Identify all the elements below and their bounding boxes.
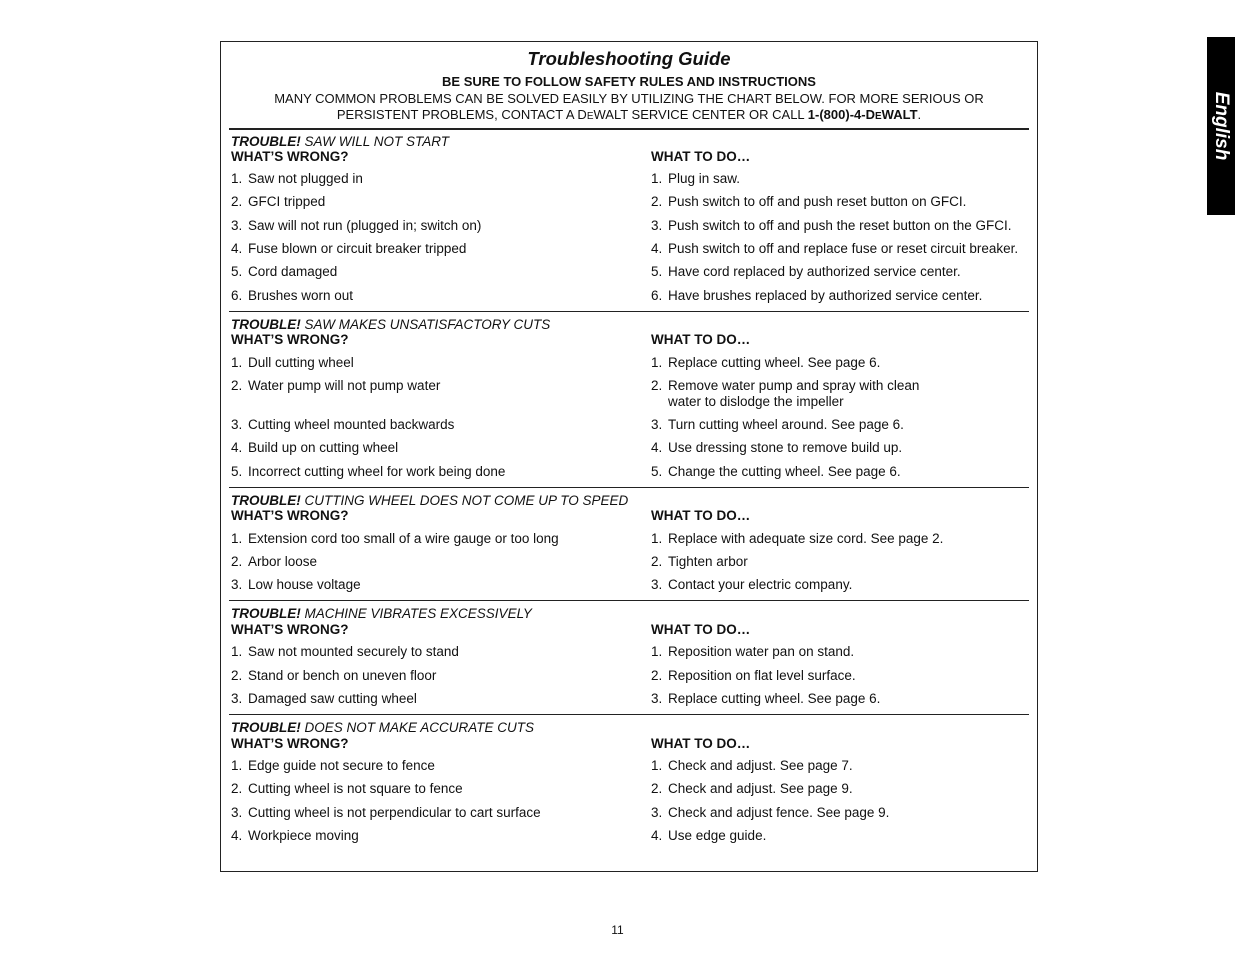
what-to-do-header: WHAT TO DO…	[651, 332, 751, 347]
remedy-item: 4. Use edge guide.	[651, 828, 767, 843]
remedy-item: 4. Push switch to off and replace fuse or reset circuit breaker.	[651, 241, 1019, 256]
section-divider	[229, 714, 1029, 715]
remedy-item: 5. Have cord replaced by authorized service center.	[651, 264, 961, 279]
cause-item: 5. Incorrect cutting wheel for work being done	[231, 464, 506, 479]
intro-text	[221, 91, 1037, 124]
cause-item: 3. Damaged saw cutting wheel	[231, 691, 417, 706]
what-to-do-header: WHAT TO DO…	[651, 149, 751, 164]
remedy-item: 3. Turn cutting wheel around. See page 6.	[651, 417, 904, 432]
remedy-item: 2. Tighten arbor	[651, 554, 748, 569]
whats-wrong-header: WHAT’S WRONG?	[231, 736, 349, 751]
cause-item: 3. Low house voltage	[231, 577, 361, 592]
what-to-do-header: WHAT TO DO…	[651, 622, 751, 637]
whats-wrong-header: WHAT’S WRONG?	[231, 149, 349, 164]
language-tab	[1207, 37, 1235, 215]
remedy-item: 5. Change the cutting wheel. See page 6.	[651, 464, 901, 479]
service-phone: 1-(800)-4-DEWALT	[807, 106, 918, 122]
safety-heading: BE SURE TO FOLLOW SAFETY RULES AND INSTRUCTIONS	[442, 74, 816, 89]
intro-line-1: MANY COMMON PROBLEMS CAN BE SOLVED EASILY BY UTILIZING THE CHART BELOW. FOR MORE SERIOUS OR	[274, 91, 984, 106]
trouble-heading: TROUBLE! SAW MAKES UNSATISFACTORY CUTS	[231, 317, 551, 332]
whats-wrong-header: WHAT’S WRONG?	[231, 622, 349, 637]
remedy-item: 3. Check and adjust fence. See page 9.	[651, 805, 890, 820]
whats-wrong-header: WHAT’S WRONG?	[231, 332, 349, 347]
what-to-do-header: WHAT TO DO…	[651, 508, 751, 523]
cause-item: 2. GFCI tripped	[231, 194, 326, 209]
remedy-item: 1. Reposition water pan on stand.	[651, 644, 855, 659]
cause-item: 3. Cutting wheel is not perpendicular to cart surface	[231, 805, 541, 820]
intro-line-2: PERSISTENT PROBLEMS, CONTACT A DEWALT SERVICE CENTER OR CALL 1-(800)-4-DEWALT.	[336, 106, 922, 122]
remedy-item: 3. Contact your electric company.	[651, 577, 853, 592]
guide-title: Troubleshooting Guide	[527, 48, 731, 69]
cause-item: 5. Cord damaged	[231, 264, 338, 279]
whats-wrong-header: WHAT’S WRONG?	[231, 508, 349, 523]
cause-item: 6. Brushes worn out	[231, 288, 354, 303]
cause-item: 2. Water pump will not pump water	[231, 378, 441, 393]
remedy-item: 3. Push switch to off and push the reset button on the GFCI.	[651, 218, 1012, 233]
cause-item: 3. Saw will not run (plugged in; switch on)	[231, 218, 482, 233]
cause-item: 4. Build up on cutting wheel	[231, 440, 399, 455]
cause-item: 2. Stand or bench on uneven floor	[231, 668, 437, 683]
trouble-heading: TROUBLE! DOES NOT MAKE ACCURATE CUTS	[231, 720, 535, 735]
remedy-item: 6. Have brushes replaced by authorized service center.	[651, 288, 983, 303]
remedy-item: 2. Remove water pump and spray with clean water to dislodge the impeller	[651, 378, 920, 409]
cause-item: 1. Dull cutting wheel	[231, 355, 354, 370]
trouble-heading: TROUBLE! SAW WILL NOT START	[231, 134, 450, 149]
language-tab-label: English	[1211, 91, 1232, 161]
what-to-do-header: WHAT TO DO…	[651, 736, 751, 751]
troubleshooting-guide	[220, 41, 1038, 872]
remedy-item: 3. Replace cutting wheel. See page 6.	[651, 691, 881, 706]
remedy-item: 1. Replace with adequate size cord. See page 2.	[651, 531, 944, 546]
remedy-item: 4. Use dressing stone to remove build up.	[651, 440, 903, 455]
remedy-item: 2. Reposition on flat level surface.	[651, 668, 856, 683]
cause-item: 3. Cutting wheel mounted backwards	[231, 417, 455, 432]
cause-item: 2. Cutting wheel is not square to fence	[231, 781, 463, 796]
cause-item: 1. Saw not mounted securely to stand	[231, 644, 459, 659]
cause-item: 4. Workpiece moving	[231, 828, 359, 843]
trouble-heading: TROUBLE! CUTTING WHEEL DOES NOT COME UP TO SPEED	[231, 493, 629, 508]
section-divider	[229, 311, 1029, 312]
cause-item: 4. Fuse blown or circuit breaker tripped	[231, 241, 467, 256]
cause-item: 1. Edge guide not secure to fence	[231, 758, 435, 773]
trouble-heading: TROUBLE! MACHINE VIBRATES EXCESSIVELY	[231, 606, 532, 621]
remedy-item: 1. Replace cutting wheel. See page 6.	[651, 355, 881, 370]
remedy-item: 1. Check and adjust. See page 7.	[651, 758, 853, 773]
remedy-item: 1. Plug in saw.	[651, 171, 741, 186]
remedy-item: 2. Push switch to off and push reset button on GFCI.	[651, 194, 967, 209]
cause-item: 1. Saw not plugged in	[231, 171, 363, 186]
section-divider	[229, 487, 1029, 488]
page-number: 11	[611, 923, 624, 937]
cause-item: 2. Arbor loose	[231, 554, 318, 569]
section-divider	[229, 600, 1029, 601]
section-divider	[229, 128, 1029, 130]
cause-item: 1. Extension cord too small of a wire gauge or too long	[231, 531, 559, 546]
remedy-item: 2. Check and adjust. See page 9.	[651, 781, 853, 796]
